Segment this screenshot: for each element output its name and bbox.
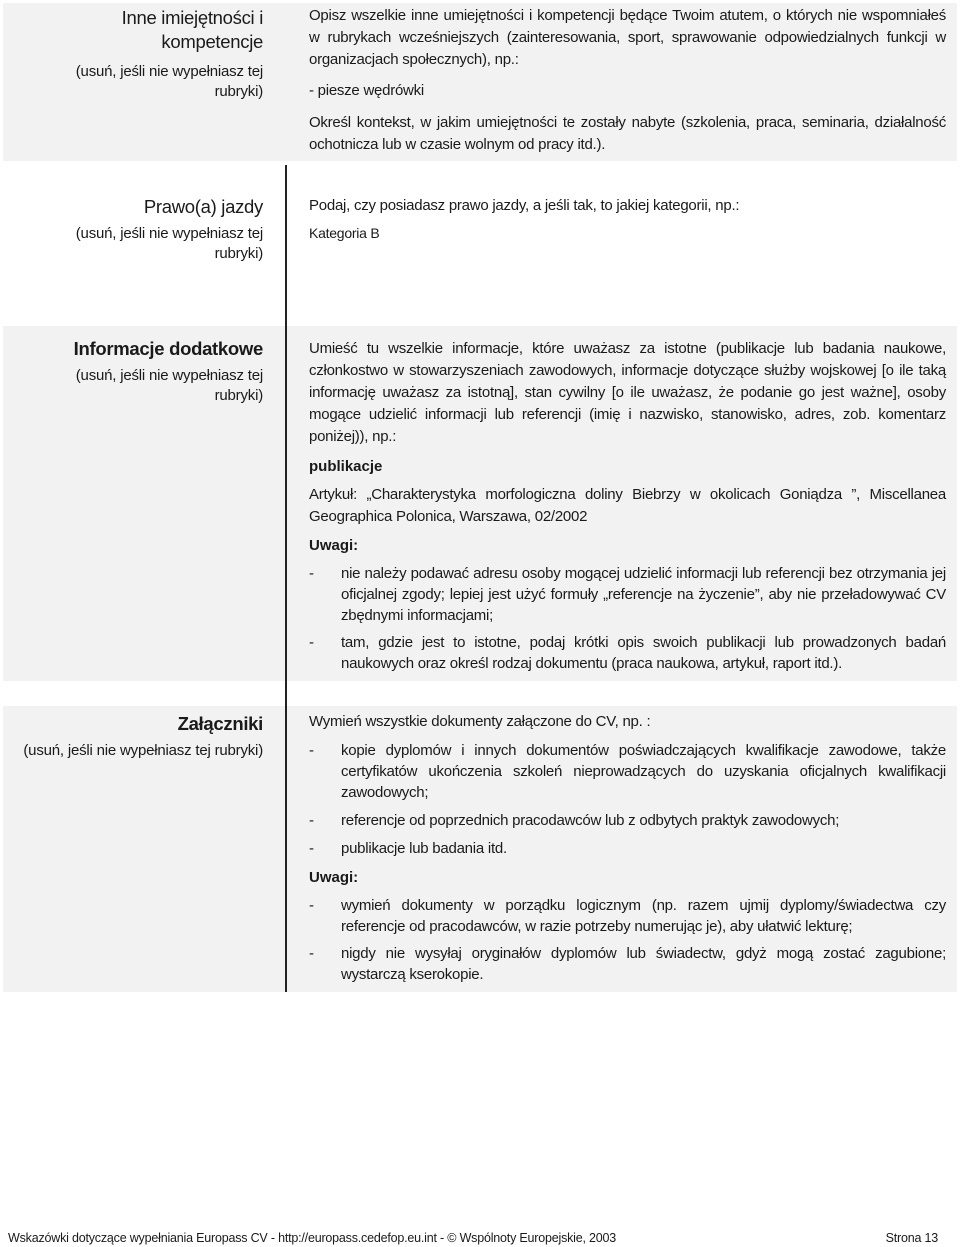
- notes-list: [309, 563, 946, 674]
- example-label: publikacje: [309, 458, 383, 475]
- section-heading: Załączniki: [177, 713, 263, 734]
- page-footer: [8, 1230, 938, 1246]
- list-marker: -: [309, 742, 314, 759]
- section-heading: Inne imiejętności i kompetencje: [121, 7, 263, 52]
- column-divider: [285, 165, 287, 992]
- page-number: Strona 13: [885, 1231, 938, 1245]
- section-description: Umieść tu wszelkie informacje, które uważasz za istotne (publikacje lub badania naukowe, członkostwo w stowarzyszeniach zawodowych, informacje dotyczące służby wojskowej [o ile taką informację uważasz za istotną], stan cywilny [o ile uważasz, że podanie go jest ważne], osoby mogące udzielić informacji lub referencji (imię i nazwisko, stanowisko, adres, zob. komentarz poniżej)), np.:: [309, 340, 946, 445]
- section-note: (usuń, jeśli nie wypełniasz tej rubryki): [75, 63, 263, 100]
- section-note: (usuń, jeśli nie wypełniasz tej rubryki): [75, 225, 263, 262]
- example-text: Artykuł: „Charakterystyka morfologiczna doliny Biebrzy w okolicach Goniądza ”, Miscellanea Geographica Polonica, Warszawa, 02/2002: [309, 486, 946, 525]
- notes-label: Uwagi:: [309, 537, 359, 554]
- section-note: (usuń, jeśli nie wypełniasz tej rubryki): [75, 367, 263, 404]
- section-heading-block: [0, 711, 263, 761]
- list-item: - tam, gdzie jest to istotne, podaj krótki opis swoich publikacji lub prowadzonych badań naukowych oraz określ rodzaj dokumentu (praca naukowa, artykuł, raport itd.).: [309, 634, 946, 672]
- section-body: [309, 5, 946, 156]
- section-heading: Informacje dodatkowe: [73, 338, 263, 359]
- section-note: (usuń, jeśli nie wypełniasz tej rubryki): [23, 742, 263, 759]
- section-body: [309, 195, 946, 244]
- notes-label: Uwagi:: [309, 869, 359, 886]
- footer-text: Wskazówki dotyczące wypełniania Europass CV - http://europass.cedefop.eu.int - © Wspólnoty Europejskie, 2003: [8, 1231, 617, 1245]
- list-item: - wymień dokumenty w porządku logicznym (np. razem ujmij dyplomy/świadectwa czy referencje od pracodawców, w razie potrzeby numerując je), aby ułatwić lekturę;: [309, 897, 946, 935]
- section-body: [309, 711, 946, 985]
- list-item: - publikacje lub badania itd.: [309, 840, 507, 857]
- section-description: Podaj, czy posiadasz prawo jazdy, a jeśli tak, to jakiej kategorii, np.:: [309, 197, 740, 214]
- section-description: Wymień wszystkie dokumenty załączone do CV, np. :: [309, 713, 651, 730]
- list-item: - nigdy nie wysyłaj oryginałów dyplomów lub świadectw, gdyż mogą zostać zagubione; wystarczą kserokopie.: [309, 945, 946, 983]
- section-heading-block: [0, 194, 263, 264]
- section-heading: Prawo(a) jazdy: [143, 196, 263, 217]
- list-marker: -: [309, 812, 314, 829]
- list-marker: -: [309, 840, 314, 857]
- list-marker: -: [309, 634, 314, 651]
- attachments-list: [309, 740, 946, 859]
- list-marker: -: [309, 565, 314, 582]
- section-heading-block: [0, 336, 263, 406]
- context-text: Określ kontekst, w jakim umiejętności te zostały nabyte (szkolenia, praca, seminaria, działalność ochotnicza lub w czasie wolnym od pracy itd.).: [309, 114, 946, 153]
- list-item: - nie należy podawać adresu osoby mogącej udzielić informacji lub referencji bez otrzymania jej oficjalnej zgody; lepiej jest użyć formuły „referencje na życzenie”, aby nie przeładowywać CV zbędnymi informacjami;: [309, 565, 946, 624]
- section-description: Opisz wszelkie inne umiejętności i kompetencji będące Twoim atutem, o których nie wspomniałeś w rubrykach wcześniejszych (zainteresowania, sport, sprawowanie odpowiedzialnych funkcji w organizacjach społecznych), np.:: [309, 7, 946, 68]
- section-body: [309, 338, 946, 674]
- example-text: Kategoria B: [309, 225, 380, 241]
- example-text: - piesze wędrówki: [309, 82, 424, 99]
- notes-list: [309, 895, 946, 985]
- section-heading-block: [0, 6, 263, 102]
- list-item: - kopie dyplomów i innych dokumentów poświadczających kwalifikacje zawodowe, także certyfikatów ukończenia szkoleń nieprowadzących do uzyskania oficjalnych kwalifikacji zawodowych;: [309, 742, 946, 801]
- list-item: - referencje od poprzednich pracodawców lub z odbytych praktyk zawodowych;: [309, 812, 840, 829]
- list-marker: -: [309, 897, 314, 914]
- list-marker: -: [309, 945, 314, 962]
